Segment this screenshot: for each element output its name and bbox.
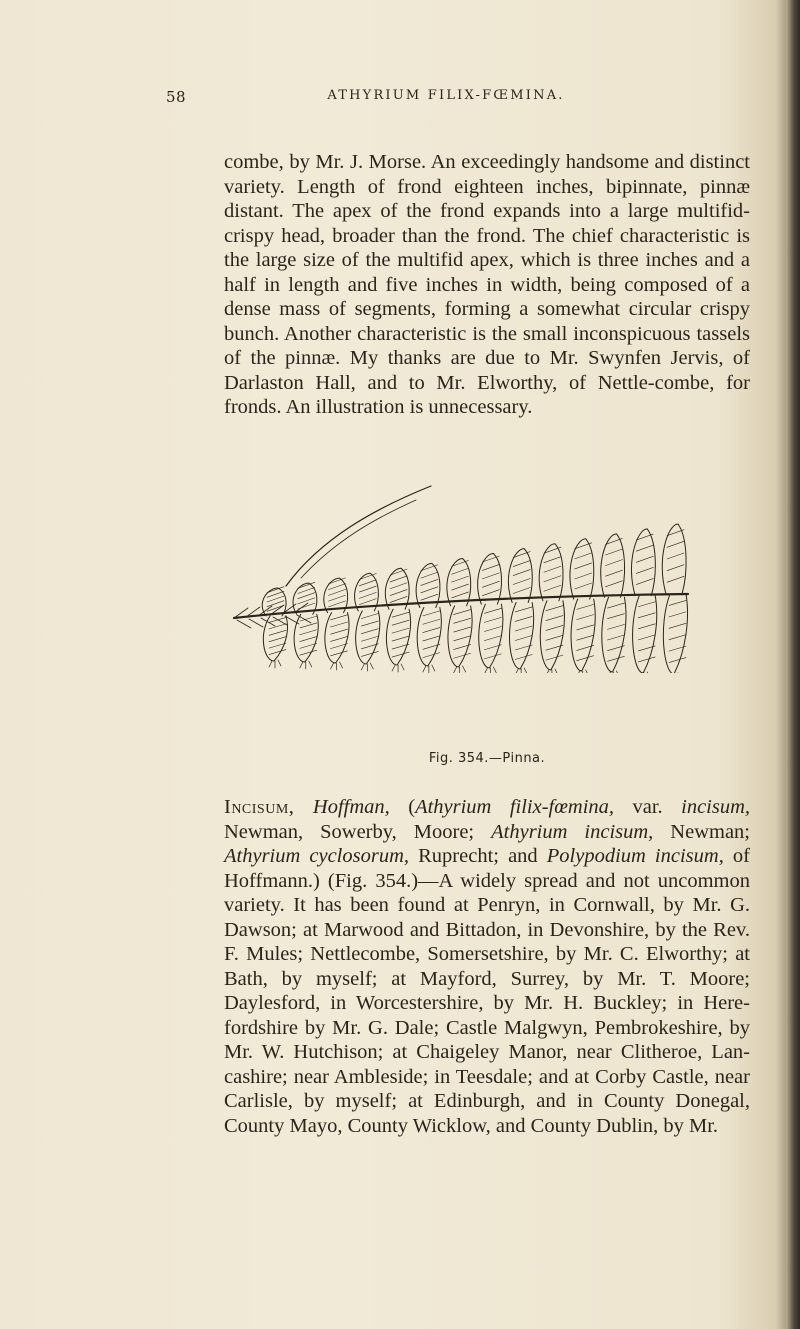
text-span: of Hoffmann.) (Fig. 354.)—A widely spread and not uncommon variety. It has been found at Penryn, in Cornwall, by Mr. G. Dawson; at Marwood and Bittadon, in Devonshire, by the Rev. F. Mules; Nettlecombe, Somersetshire, by Mr. C. Elworthy; at Bath, by myself; at Mayford, Surrey, by Mr. T. Moore; Daylesford, in Worcestershire, by Mr. H. Buckley; in Here-fordshire by Mr. G. Dale; Castle Malgwyn, Pembrokeshire, by Mr. W. Hutchison; at Chaigeley Manor, near Clitheroe, Lan-cashire; near Ambleside; in Teesdale; and at Corby Castle, near Carlisle, by myself; at Edinburgh, and in County Donegal, County Mayo, County Wicklow, and County Dublin, by Mr. [224, 845, 751, 1137]
synonym: Athyrium cyclosorum, [224, 845, 410, 867]
paragraph-combe: combe, by Mr. J. Morse. An exceedingly handsome and distinct variety. Length of frond eighteen inches, bipinnate, pinnæ distant. The apex of the frond expands into a large multifid-crispy head, broader than the frond. The chief characteristic is the large size of the multifid apex, which is three inches and a half in length and five inches in width, being composed of a dense mass of segments, forming a somewhat circular crispy bunch. Another characteristic is the small inconspicuous tassels of the pinnæ. My thanks are due to Mr. Swynfen Jervis, of Darlaston Hall, and to Mr. Elworthy, of Nettle-combe, for fronds. An illustration is unnecessary. [224, 151, 750, 418]
pinna-illustration [226, 478, 696, 673]
page-number: 58 [166, 88, 187, 106]
variety-name: Incisum, [224, 796, 295, 818]
author-name: Hoffman, [312, 796, 390, 818]
synonym: Athyrium filix-fœmina, [415, 796, 615, 818]
synonym: Polypodium incisum, [546, 845, 724, 867]
text-span: Newman, Sowerby, Moore; [224, 820, 492, 843]
synonym: Athyrium incisum, [491, 820, 654, 843]
synonym: incisum, [681, 796, 751, 818]
running-title: ATHYRIUM FILIX-FŒMINA. [327, 88, 565, 103]
text-span: ( [389, 796, 416, 818]
text-span: Newman; [653, 820, 750, 843]
figure-caption: Fig. 354.—Pinna. [428, 751, 546, 766]
text-span: var. [614, 796, 682, 818]
page-edge-shadow [786, 0, 800, 1329]
text-span: Ruprecht; and [409, 845, 547, 867]
paragraph-incisum [224, 795, 750, 1138]
page-header [166, 88, 726, 110]
